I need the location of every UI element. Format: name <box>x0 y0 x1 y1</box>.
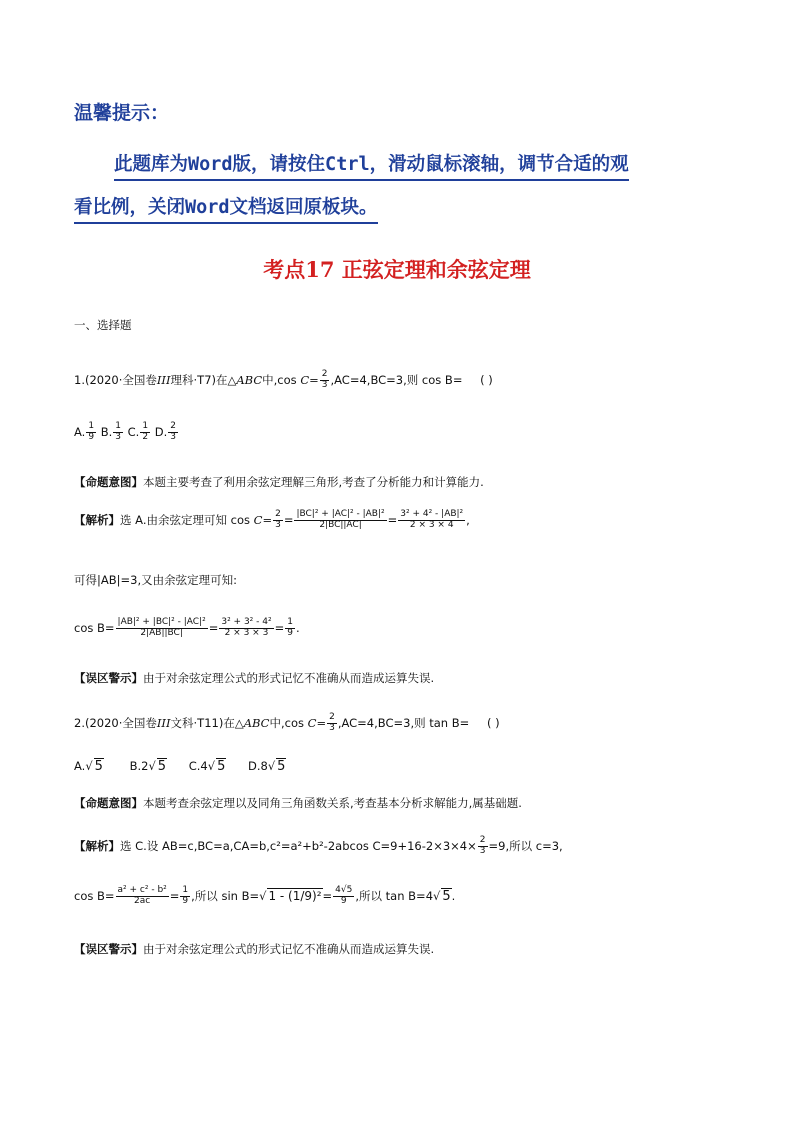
q1-opt-c-frac <box>140 422 150 443</box>
q2-opt-d-rad: 5 <box>277 759 286 774</box>
q2-eq-2: = <box>322 888 333 903</box>
q2-intent <box>74 795 522 811</box>
q2-f1-val <box>180 886 190 907</box>
q1-warn-text: 由于对余弦定理公式的形式记忆不准确从而造成运算失误. <box>143 671 435 685</box>
q1-f3-den: 2|AB||BC| <box>140 627 183 638</box>
q2-analysis <box>74 836 563 857</box>
q1-options <box>74 422 179 443</box>
q1-f3 <box>116 618 208 639</box>
q1-opt-a-frac <box>86 422 96 443</box>
q1-opt-c-den: 2 <box>142 431 149 442</box>
q1-opt-b: B. <box>100 424 113 439</box>
section-heading: 一、选择题 <box>74 318 132 332</box>
q1-stem-d: ,AC=4,BC=3,则 cos B= <box>330 372 463 387</box>
q1-triangle: △ABC <box>227 372 263 387</box>
q2-stem <box>74 713 500 734</box>
q2-triangle: △ABC <box>234 715 270 730</box>
q1-analysis-cvar: C= <box>253 512 273 527</box>
tip-line-2-text: 看比例，关闭Word文档返回原板块。 <box>74 193 378 224</box>
q2-cos-var: C= <box>307 715 327 730</box>
q1-stem-c: 中,cos <box>262 372 301 387</box>
q2-opt-a-rad: 5 <box>94 759 103 774</box>
q2-frac-2-3 <box>327 713 337 734</box>
q1-stem-a: 1.(2020·全国卷 <box>74 372 157 387</box>
q2-f1-den: 2ac <box>134 895 151 906</box>
q2-sin-val-den: 9 <box>340 895 347 906</box>
q1-f5-num: 1 <box>287 617 293 627</box>
q2-opt-b: B.2 <box>129 759 149 773</box>
q1-eq-1: = <box>283 512 294 527</box>
q1-intent-label: 【命题意图】 <box>74 475 143 489</box>
q2-so-tan: ,所以 tan B=4 <box>355 888 434 903</box>
q1-opt-d-den: 3 <box>170 431 176 442</box>
q1-f4-den: 2 × 3 × 3 <box>224 627 269 638</box>
q1-a-num: 2 <box>275 509 281 519</box>
q2-stem-d: ,AC=4,BC=3,则 tan B= <box>337 715 470 730</box>
q1-opt-a: A. <box>74 424 86 439</box>
q1-cosb-label: cos B= <box>74 620 115 635</box>
tip-title: 温馨提示： <box>74 102 170 124</box>
q2-intent-label: 【命题意图】 <box>74 796 143 810</box>
q2-warn-label: 【误区警示】 <box>74 942 143 956</box>
q1-f4 <box>219 618 273 639</box>
q2-paren: ( ) <box>486 715 500 730</box>
q1-a-den: 3 <box>275 519 281 530</box>
q1-warning <box>74 670 434 686</box>
q2-opt-a: A. <box>74 759 86 773</box>
q2-opt-d: D.8 <box>248 759 268 773</box>
q2-cosb-label: cos B= <box>74 888 115 903</box>
q1-intent-text: 本题主要考查了利用余弦定理解三角形,考查了分析能力和计算能力. <box>143 475 484 489</box>
q1-opt-b-num: 1 <box>115 421 121 431</box>
q1-cos-var: C= <box>300 372 319 387</box>
q2-eq-1: = <box>169 888 180 903</box>
q1-f5 <box>285 618 295 639</box>
q2-frac-den: 3 <box>329 722 335 733</box>
q2-opt-c: C.4 <box>188 759 208 773</box>
q2-analysis-frac <box>478 836 488 857</box>
q2-stem-iii: III <box>156 715 171 730</box>
q1-f5-den: 9 <box>287 627 293 638</box>
page-title: 考点17 正弦定理和余弦定理 <box>263 257 531 282</box>
q2-period: . <box>451 888 456 903</box>
q2-f1-val-den: 9 <box>182 895 189 906</box>
q2-sin-val-num: 4√5 <box>335 885 353 895</box>
q2-f1 <box>116 886 169 907</box>
q2-stem-a: 2.(2020·全国卷 <box>74 715 157 730</box>
tip-line-1-text: 此题库为Word版，请按住Ctrl，滑动鼠标滚轴，调节合适的观 <box>114 150 629 181</box>
q1-f3-num: |AB|² + |BC|² - |AC|² <box>117 617 206 627</box>
q1-cosb <box>74 618 300 639</box>
q1-frac-2-3 <box>320 370 330 391</box>
q2-warn-text: 由于对余弦定理公式的形式记忆不准确从而造成运算失误. <box>143 942 435 956</box>
q1-opt-a-num: 1 <box>88 421 95 431</box>
q2-analysis-b: =9,所以 c=3, <box>488 838 563 853</box>
q1-period: . <box>295 620 300 635</box>
q1-stem <box>74 370 493 391</box>
q2-f1-val-num: 1 <box>182 885 189 895</box>
q2-options: A.√ 5 B.2√ 5 C.4√ 5 D.8√ 5 <box>74 759 286 774</box>
q1-eq-4: = <box>274 620 285 635</box>
q1-f2-num: 3² + 4² - |AB|² <box>400 509 464 519</box>
q1-frac-den: 3 <box>321 379 328 390</box>
q2-frac-num: 2 <box>329 712 335 722</box>
q2-analysis-label: 【解析】 <box>74 838 120 853</box>
q1-f2 <box>398 510 465 531</box>
q1-opt-d-frac <box>168 422 178 443</box>
q2-stem-c: 中,cos <box>269 715 308 730</box>
q1-line2: 可得|AB|=3,又由余弦定理可知: <box>74 573 237 587</box>
q1-f2-den: 2 × 3 × 4 <box>409 519 454 530</box>
q1-frac-num: 2 <box>321 369 328 379</box>
q1-analysis <box>74 510 470 531</box>
q1-paren: ( ) <box>480 372 493 387</box>
q1-analysis-label: 【解析】 <box>74 512 120 527</box>
q2-so-sin: ,所以 sin B= <box>191 888 260 903</box>
q1-opt-a-den: 9 <box>88 431 95 442</box>
q1-analysis-frac-2-3 <box>273 510 283 531</box>
q1-opt-b-frac <box>113 422 123 443</box>
q1-f1 <box>294 510 386 531</box>
q1-opt-d: D. <box>154 424 168 439</box>
q2-f1-num: a² + c² - b² <box>117 885 167 895</box>
q2-sqrt-in: 1 - (1/9)² <box>268 888 322 903</box>
q2-tan-rad: 5 <box>442 888 451 904</box>
q1-opt-d-num: 2 <box>170 421 176 431</box>
tip-line-1 <box>74 150 724 181</box>
q2-intent-text: 本题考查余弦定理以及同角三角函数关系,考查基本分析求解能力,属基础题. <box>143 796 522 810</box>
q1-intent <box>74 474 484 490</box>
q1-eq-2: = <box>387 512 398 527</box>
q2-analysis-a: 选 C.设 AB=c,BC=a,CA=b,c²=a²+b²-2abcos C=9+16-2×3×4× <box>120 838 477 853</box>
q1-opt-b-den: 3 <box>115 431 121 442</box>
q2-a-den: 3 <box>479 845 486 856</box>
q1-stem-b: 理科·T7)在 <box>170 372 228 387</box>
q1-opt-c: C. <box>127 424 140 439</box>
q2-stem-b: 文科·T11)在 <box>170 715 235 730</box>
q1-warn-label: 【误区警示】 <box>74 671 143 685</box>
q1-stem-iii: III <box>156 372 171 387</box>
q1-f1-den: 2|BC||AC| <box>319 519 362 530</box>
q2-a-num: 2 <box>479 835 486 845</box>
q1-comma: , <box>466 512 470 527</box>
q1-eq-3: = <box>208 620 219 635</box>
q2-warning <box>74 941 434 957</box>
q2-sin-val <box>333 886 354 907</box>
tip-line-2 <box>74 193 724 224</box>
q2-cosb: cos B= $\frac{\text{a² + c² - b²}}{2ac}$ = $\frac{1}{9}$ ,所以 sin B=√ 1 - (1/9)²= $\frac{4√5}{9}$ ,所以 tan B=4√ 5. <box>74 885 456 906</box>
q1-f4-num: 3² + 3² - 4² <box>221 617 272 627</box>
q2-opt-b-rad: 5 <box>157 759 167 774</box>
q1-opt-c-num: 1 <box>142 421 149 431</box>
q1-f1-num: |BC|² + |AC|² - |AB|² <box>296 509 385 519</box>
q2-opt-c-rad: 5 <box>217 759 226 774</box>
q1-analysis-a: 选 A.由余弦定理可知 cos <box>120 512 254 527</box>
